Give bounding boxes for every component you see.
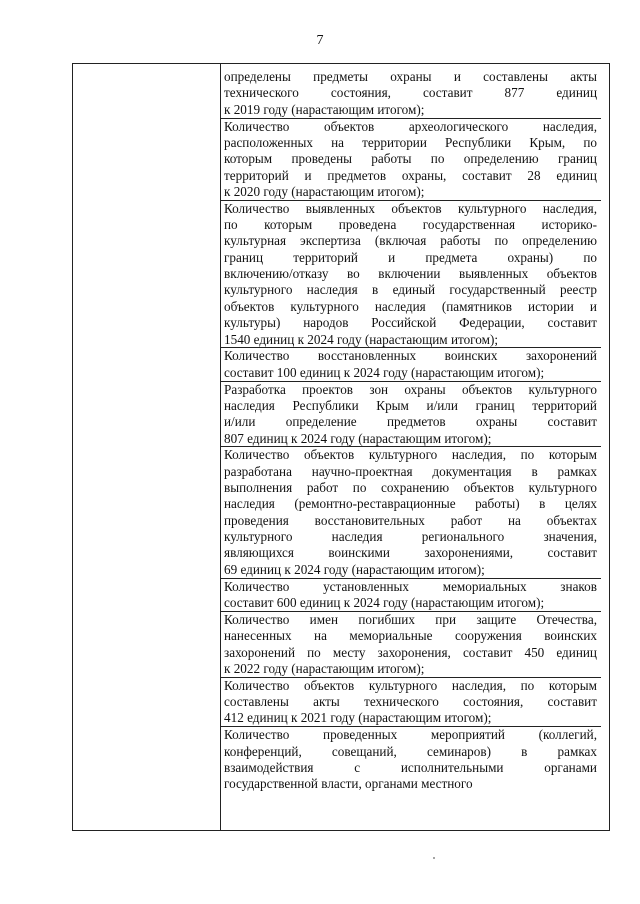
text-line: Разработка проектов зон охраны объектов культурного bbox=[224, 381, 597, 397]
page-number: 7 bbox=[316, 33, 324, 48]
indicator-paragraph bbox=[224, 447, 597, 578]
text-line: конференций, совещаний, семинаров) в рамках bbox=[224, 743, 597, 759]
text-line: границ территорий и предмета охраны) по bbox=[224, 249, 597, 265]
text-line: включению/отказу во включении выявленных объектов bbox=[224, 266, 597, 282]
text-line: государственной власти, органами местного bbox=[224, 776, 473, 792]
text-line: взаимодействия с исполнительными органами bbox=[224, 759, 597, 775]
indicator-paragraph bbox=[224, 612, 597, 677]
text-line: к 2020 году (нарастающим итогом); bbox=[224, 183, 425, 199]
text-line: составлены акты технического состояния, составит bbox=[224, 694, 597, 710]
text-line: составит 600 единиц к 2024 году (нарастающим итогом); bbox=[224, 595, 545, 610]
text-line: захоронений по месту захоронения, составит 450 единиц bbox=[224, 644, 597, 660]
text-line: нанесенных на мемориальные сооружения воинских bbox=[224, 628, 597, 644]
text-line: культурного наследия регионального значения, bbox=[224, 529, 597, 545]
text-line: 1540 единиц к 2024 году (нарастающим итогом); bbox=[224, 331, 499, 347]
text-line: 807 единиц к 2024 году (нарастающим итогом); bbox=[224, 430, 492, 446]
text-line: культуры) народов Российской Федерации, составит bbox=[224, 315, 597, 331]
text-line: расположенных на территории Республики Крым, по bbox=[224, 134, 597, 150]
text-line: выполнения работ по сохранению объектов культурного bbox=[224, 480, 597, 496]
text-line: по которым проведена государственная историко- bbox=[224, 217, 597, 233]
text-line: составит 100 единиц к 2024 году (нарастающим итогом); bbox=[224, 364, 545, 380]
text-line: Количество проведенных мероприятий (коллегий, bbox=[224, 727, 597, 743]
text-line: наследия (ремонтно-реставрационные работы) в целях bbox=[224, 496, 597, 512]
indicator-paragraph bbox=[224, 348, 597, 381]
indicator-paragraph bbox=[224, 69, 597, 118]
text-line: Количество объектов археологического наследия, bbox=[224, 118, 597, 134]
text-line: Количество объектов культурного наследия, по которым bbox=[224, 677, 597, 693]
text-line: 69 единиц к 2024 году (нарастающим итогом); bbox=[224, 561, 485, 577]
text-line: объектов культурного наследия (памятников истории и bbox=[224, 298, 597, 314]
text-line: определены предметы охраны и составлены акты bbox=[224, 69, 597, 84]
text-line: которым проведены работы по определению границ bbox=[224, 151, 597, 167]
indicator-paragraph bbox=[224, 119, 597, 201]
text-line: Количество установленных мемориальных знаков bbox=[224, 578, 597, 594]
text-line: Количество восстановленных воинских захоронений bbox=[224, 348, 597, 364]
text-line: Количество выявленных объектов культурного наследия, bbox=[224, 200, 597, 216]
text-line: Количество объектов культурного наследия, по которым bbox=[224, 447, 597, 463]
text-line: технического состояния, составит 877 единиц bbox=[224, 85, 597, 101]
text-line: и/или определение предметов охраны составит bbox=[224, 414, 597, 430]
text-line: к 2022 году (нарастающим итогом); bbox=[224, 660, 425, 676]
scan-speck bbox=[433, 857, 435, 859]
indicator-paragraph bbox=[224, 201, 597, 348]
indicator-paragraph bbox=[224, 579, 597, 612]
text-line: являющихся воинскими захоронениями, составит bbox=[224, 545, 597, 561]
indicator-paragraph bbox=[224, 727, 597, 792]
text-line: проведения восстановительных работ на объектах bbox=[224, 512, 597, 528]
text-line: к 2019 году (нарастающим итогом); bbox=[224, 101, 425, 117]
text-line: культурная экспертиза (включая работы по определению bbox=[224, 233, 597, 249]
text-line: 412 единиц к 2021 году (нарастающим итогом); bbox=[224, 710, 492, 726]
text-line: разработана научно-проектная документация в рамках bbox=[224, 463, 597, 479]
text-line: территорий и предметов охраны, составит 28 единиц bbox=[224, 167, 597, 183]
indicators-table bbox=[72, 63, 610, 831]
indicators-cell bbox=[224, 69, 597, 793]
indicator-paragraph bbox=[224, 678, 597, 727]
text-line: Количество имен погибших при защите Отечества, bbox=[224, 611, 597, 627]
text-line: наследия Республики Крым и/или границ территорий bbox=[224, 397, 597, 413]
indicator-paragraph bbox=[224, 382, 597, 447]
text-line: культурного наследия в единый государственный реестр bbox=[224, 282, 597, 298]
